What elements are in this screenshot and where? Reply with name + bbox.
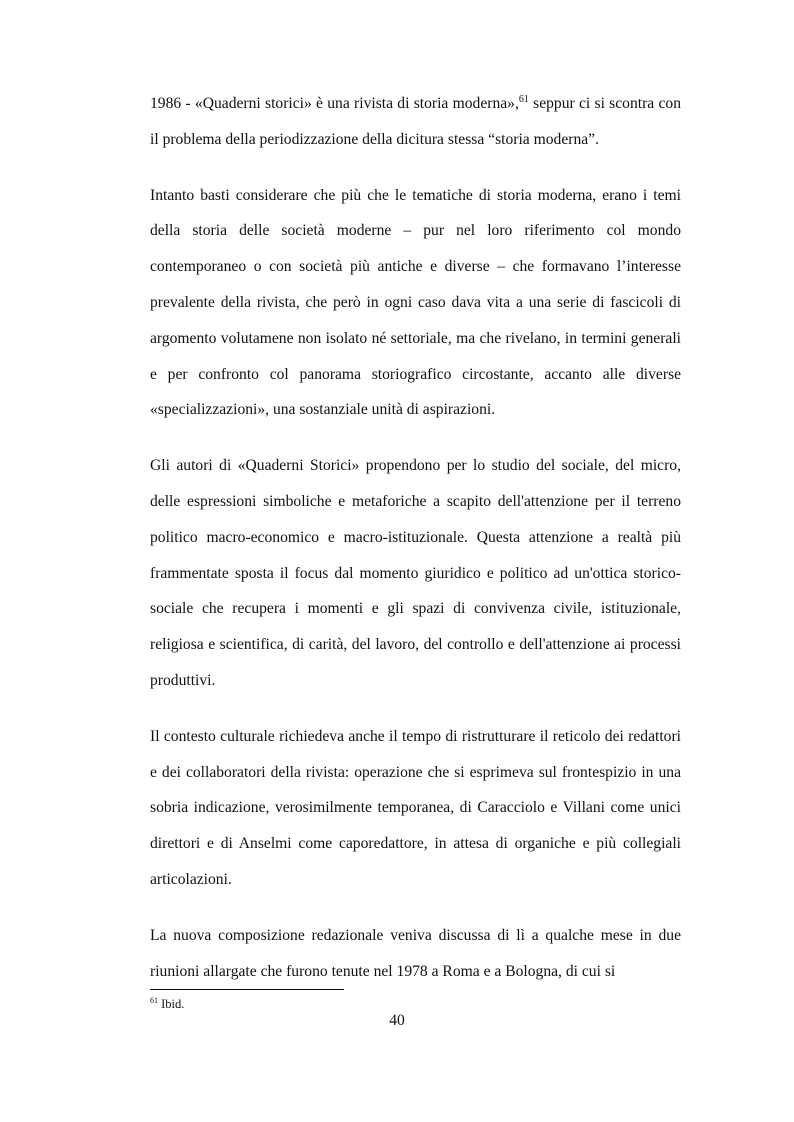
footnote-number: 61 — [150, 995, 158, 1005]
paragraph-5: La nuova composizione redazionale veniva discussa di lì a qualche mese in due riunioni allargate che furono tenute nel 1978 a Roma e a Bologna, di cui si — [150, 926, 681, 980]
footnote-reference: 61 — [518, 93, 529, 105]
footnote-separator — [150, 989, 344, 990]
paragraph-4: Il contesto culturale richiedeva anche il tempo di ristrutturare il reticolo dei redattori e dei collaboratori della rivista: operazione che si esprimeva sul frontespizio in una sobria indicazione, verosimilmente temporanea, di Caracciolo e Villani come unici direttori e di Anselmi come caporedattore, in attesa di organiche e più collegiali articolazioni. — [150, 727, 681, 888]
paragraph-2: Intanto basti considerare che più che le tematiche di storia moderna, erano i temi della storia delle società moderne – pur nel loro riferimento col mondo contemporaneo o con società più antiche e diverse – che formavano l’interesse prevalente della rivista, che però in ogni caso dava vita a una serie di fascicoli di argomento volutamene non isolato né settoriale, ma che rivelano, in termini generali e per confronto col panorama storiografico circostante, accanto alle diverse «specializzazioni», una sostanziale unità di aspirazioni. — [150, 186, 681, 419]
paragraph-1-text-after: seppur ci si scontra con il problema della periodizzazione della dicitura stessa “storia moderna”. — [150, 95, 681, 148]
page-number: 40 — [389, 1012, 405, 1029]
footnote-text: Ibid. — [158, 997, 185, 1011]
paragraph-3: Gli autori di «Quaderni Storici» propendono per lo studio del sociale, del micro, delle espressioni simboliche e metaforiche a scapito dell'attenzione per il terreno politico macro-economico e macro-istituzionale. Questa attenzione a realtà più frammentate sposta il focus dal momento giuridico e politico ad un'ottica storico-sociale che recupera i momenti e gli spazi di convivenza civile, istituzionale, religiosa e scientifica, di carità, del lavoro, del controllo e dell'attenzione ai processi produttivi. — [150, 457, 681, 689]
paragraph-1 — [150, 86, 681, 158]
paragraph-1-text-before: 1986 - «Quaderni storici» è una rivista di storia moderna», — [150, 95, 519, 112]
footnote — [150, 996, 184, 1012]
document-body — [150, 86, 681, 1009]
